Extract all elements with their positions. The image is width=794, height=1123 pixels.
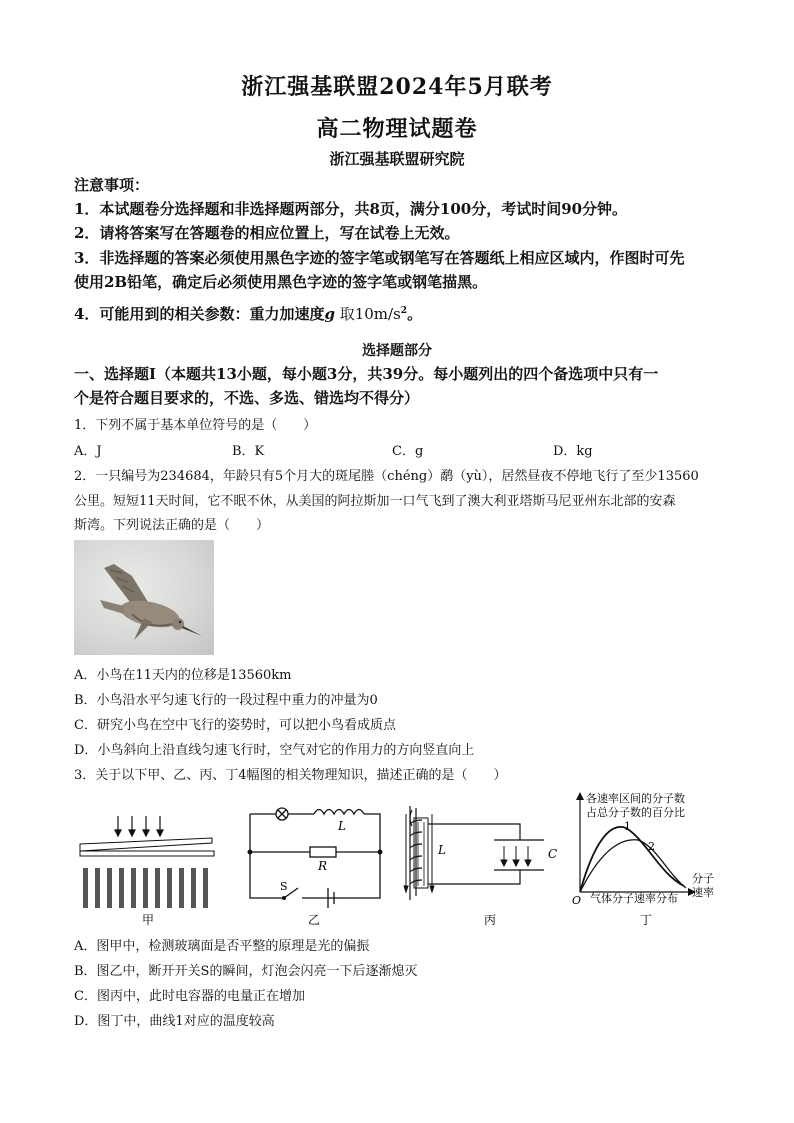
exam-subtitle: 高二物理试题卷 [316,116,478,142]
q2-option-c: C．研究小鸟在空中飞行的姿势时，可以把小鸟看成质点 [74,718,396,733]
bird-icon [74,540,214,655]
resistor-label: R [318,859,328,873]
inductor-label: L [438,843,446,857]
figure-label: 乙 [308,913,321,927]
q2-stem: 2．一只编号为234684，年龄只有5个月大的斑尾塍（chéng）鹬（yù），居然昼夜不停地飞行了至少13560 [74,469,699,484]
q3-option-a: A．图甲中，检测玻璃面是否平整的原理是光的偏振 [74,939,370,954]
g-value-exponent: 2 [400,306,408,316]
note-item [74,303,422,324]
capacitor-label: C [548,847,558,861]
origin-label: O [572,894,582,907]
note-item: 3．非选择题的答案必须使用黑色字迹的签字笔或钢笔写在答题纸上相应区域内，作图时可先 [74,249,685,267]
q3-stem: 3．关于以下甲、乙、丙、丁4幅图的相关物理知识，描述正确的是（ ） [74,768,507,783]
note-item-text: 4．可能用到的相关参数：重力加速度 [74,305,325,323]
note-item: 2．请将答案写在答题卷的相应位置上，写在试卷上无效。 [74,224,460,242]
section-heading: 一、选择题Ⅰ（本题共13小题，每小题3分，共39分。每小题列出的四个备选项中只有一 [74,365,659,383]
q2-stem-cont: 公里。短短11天时间，它不眠不休，从美国的阿拉斯加一口气飞到了澳大利亚塔斯马尼亚州东北部的安森 [74,494,676,509]
figure-ding-speed-distribution [568,788,728,928]
g-value: 取10m/s [334,305,401,323]
institute-name: 浙江强基联盟研究院 [329,150,465,168]
notes-heading: 注意事项： [74,176,150,194]
curve-2-label: 2 [648,840,655,853]
q1-option-a: A．J [74,444,102,459]
g-value-end: 。 [407,305,423,323]
q1-option-c: C．g [392,444,424,459]
y-axis-label-cont: 占总分子数的百分比 [586,806,685,819]
q3-option-c: C．图丙中，此时电容器的电量正在增加 [74,989,305,1004]
g-symbol: g [324,305,335,323]
figure-jia-thin-film [74,808,224,928]
figure-label: 丁 [640,913,653,927]
figure-bing-lc-circuit [402,800,562,928]
chart-caption: 气体分子速率分布 [590,892,678,905]
y-axis-label: 各速率区间的分子数 [586,792,685,805]
q2-option-a: A．小鸟在11天内的位移是13560km [74,668,292,683]
section-heading-cont: 个是符合题目要求的，不选、多选、错选均不得分） [74,389,420,407]
note-item: 1．本试题卷分选择题和非选择题两部分，共8页，满分100分，考试时间90分钟。 [74,200,628,218]
q1-option-d: D．kg [553,444,593,459]
figure-label: 丙 [484,913,497,927]
q1-option-b: B．K [232,444,265,459]
q3-option-b: B．图乙中，断开开关S的瞬间，灯泡会闪亮一下后逐渐熄灭 [74,964,418,979]
figure-label: 甲 [142,913,155,927]
q2-option-b: B．小鸟沿水平匀速飞行的一段过程中重力的冲量为0 [74,693,378,708]
x-axis-label: 分子 [692,872,714,885]
inductor-label: L [338,819,346,833]
q3-option-d: D．图丁中，曲线1对应的温度较高 [74,1014,275,1029]
exam-title: 浙江强基联盟2024年5月联考 [241,74,553,100]
x-axis-label-cont: 速率 [692,886,714,899]
section-title: 选择题部分 [362,343,432,359]
note-item: 使用2B铅笔，确定后必须使用黑色字迹的签字笔或钢笔描黑。 [74,273,488,291]
q2-stem-cont: 斯湾。下列说法正确的是（ ） [74,518,270,533]
curve-1-label: 1 [624,820,631,833]
godwit-photo [74,540,214,655]
q1-stem: 1．下列不属于基本单位符号的是（ ） [74,418,317,433]
curve-1 [580,827,684,892]
switch-label: S [280,880,288,893]
q2-option-d: D．小鸟斜向上沿直线匀速飞行时，空气对它的作用力的方向竖直向上 [74,743,475,758]
figure-yi-circuit [240,800,390,928]
